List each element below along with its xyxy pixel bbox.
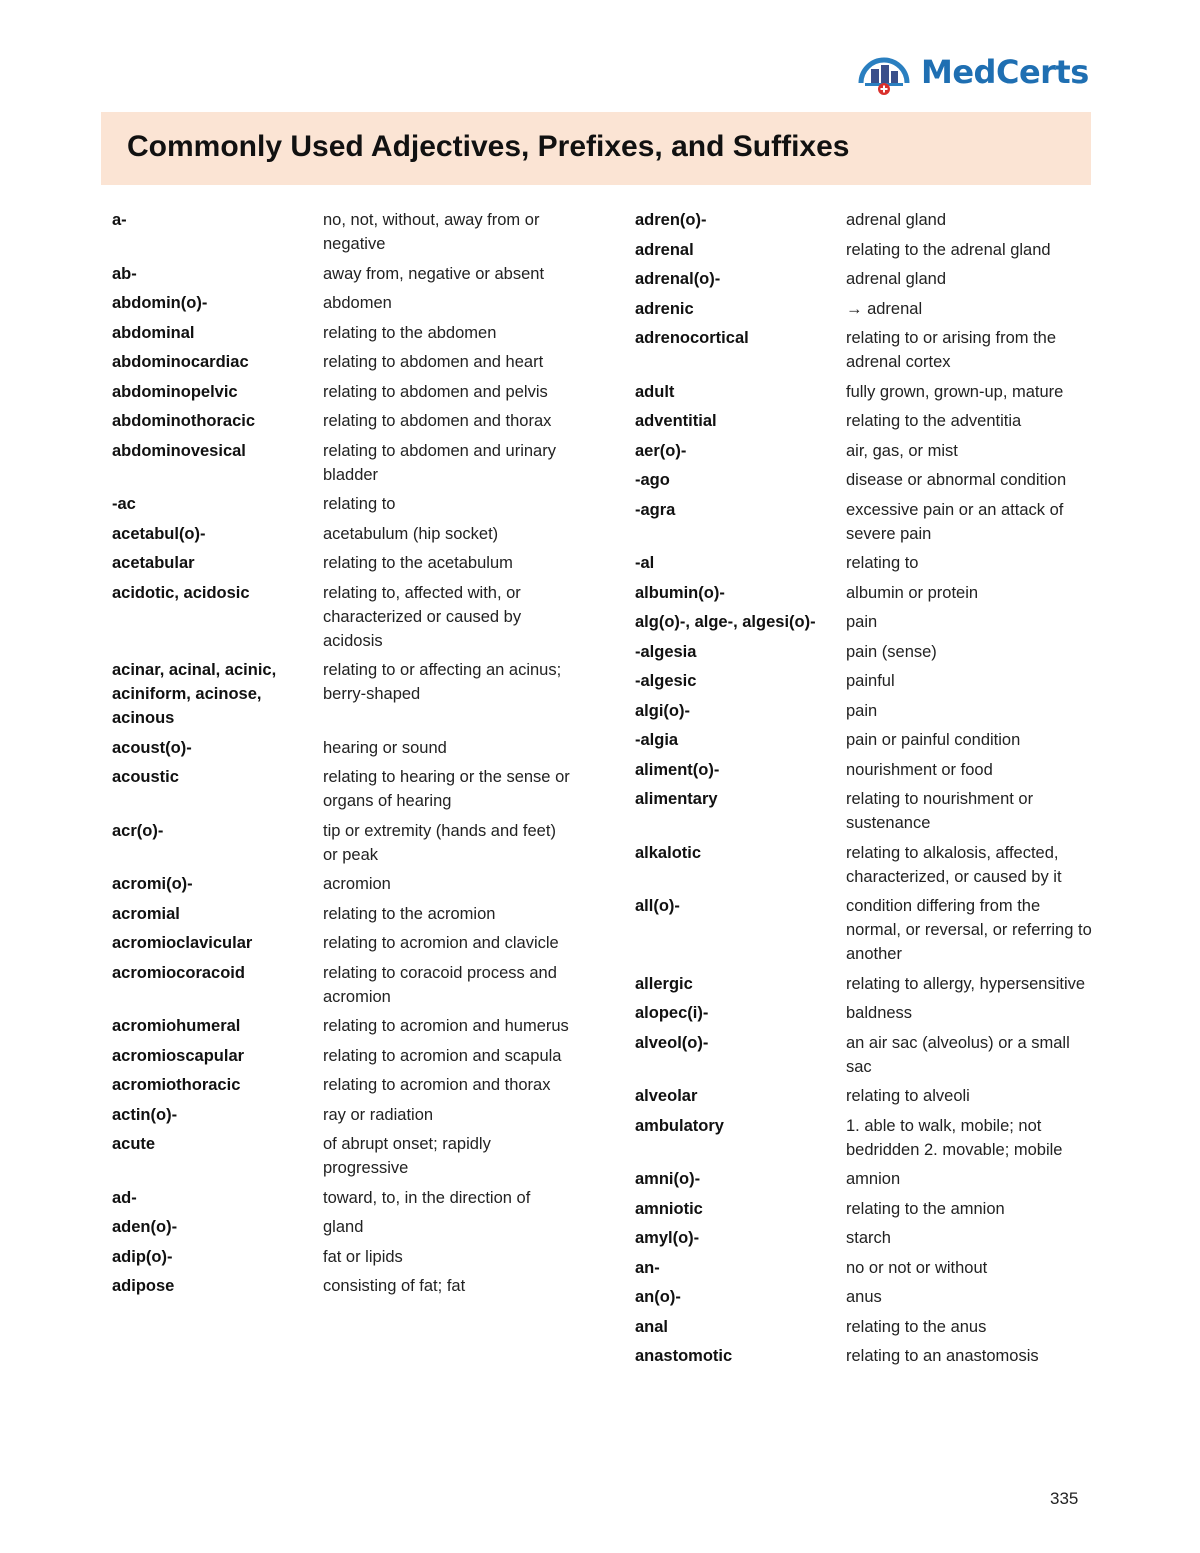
- glossary-term: aden(o)-: [112, 1218, 178, 1236]
- glossary-entry: [635, 841, 1105, 889]
- glossary-definition: relating to the acromion: [323, 904, 496, 923]
- glossary-term: abdominopelvic: [112, 382, 238, 401]
- glossary-entry: [112, 872, 582, 896]
- glossary-entry: [112, 1044, 582, 1068]
- glossary-entry: [635, 498, 1105, 546]
- glossary-entry: [112, 1103, 582, 1127]
- glossary-term: amniotic: [635, 1199, 703, 1218]
- glossary-definition: relating to nourishment or sustenance: [846, 790, 1034, 832]
- glossary-definition: painful: [846, 672, 895, 690]
- glossary-definition: relating to the anus: [846, 1317, 987, 1336]
- glossary-definition: baldness: [846, 1004, 913, 1022]
- glossary-entry: [112, 931, 582, 955]
- glossary-entry: [112, 208, 582, 256]
- glossary-term: ambulatory: [635, 1116, 724, 1135]
- glossary-term: -agra: [635, 500, 676, 519]
- glossary-term: -ac: [112, 495, 136, 513]
- glossary-entry: [635, 1315, 1105, 1339]
- glossary-definition: relating to abdomen and heart: [323, 353, 544, 371]
- glossary-definition: tip or extremity (hands and feet) or peak: [323, 821, 556, 864]
- glossary-entry: [635, 728, 1105, 752]
- glossary-term: allergic: [635, 974, 693, 993]
- glossary-entry: [112, 1215, 582, 1239]
- glossary-definition: fat or lipids: [323, 1247, 403, 1266]
- glossary-term: algi(o)-: [635, 701, 690, 720]
- glossary-definition: condition differing from the normal, or reversal, or referring to another: [846, 897, 1092, 963]
- glossary-definition: toward, to, in the direction of: [323, 1188, 531, 1207]
- glossary-definition: consisting of fat; fat: [323, 1277, 466, 1295]
- glossary-entry: [635, 439, 1105, 463]
- glossary-entry: [635, 380, 1105, 404]
- glossary-definition: pain: [846, 701, 878, 720]
- glossary-definition: relating to or arising from the adrenal cortex: [846, 329, 1057, 371]
- glossary-term: aer(o)-: [635, 441, 687, 460]
- glossary-term: acromiothoracic: [112, 1076, 241, 1094]
- glossary-entry: [635, 1084, 1105, 1108]
- glossary-term: alveol(o)-: [635, 1033, 709, 1052]
- glossary-entry: [635, 758, 1105, 782]
- glossary-term: ab-: [112, 264, 137, 283]
- glossary-entry: [635, 468, 1105, 492]
- glossary-term: adrenic: [635, 299, 694, 318]
- glossary-definition: of abrupt onset; rapidly progressive: [323, 1135, 491, 1177]
- glossary-entry: [112, 1186, 582, 1210]
- glossary-entry: [635, 972, 1105, 996]
- glossary-term: an(o)-: [635, 1288, 681, 1306]
- glossary-entry: [112, 961, 582, 1009]
- glossary-definition: away from, negative or absent: [323, 264, 545, 283]
- glossary-term: adrenal(o)-: [635, 270, 721, 288]
- glossary-entry: [112, 902, 582, 926]
- brand-name: MedCerts: [921, 53, 1089, 91]
- glossary-definition: relating to the adrenal gland: [846, 240, 1051, 259]
- glossary-term: all(o)-: [635, 897, 680, 915]
- glossary-entry: [112, 1073, 582, 1097]
- glossary-term: acromi(o)-: [112, 875, 193, 893]
- glossary-term: -al: [635, 554, 655, 572]
- glossary-entry: [635, 669, 1105, 693]
- glossary-term: acinar, acinal, acinic, aciniform, acinose, acinous: [112, 661, 277, 727]
- glossary-definition: relating to an anastomosis: [846, 1347, 1039, 1365]
- glossary-term: adip(o)-: [112, 1247, 173, 1266]
- glossary-entry: [112, 380, 582, 404]
- glossary-definition: air, gas, or mist: [846, 441, 958, 460]
- glossary-definition: no, not, without, away from or negative: [323, 211, 540, 253]
- glossary-term: acr(o)-: [112, 821, 164, 840]
- glossary-entry: [635, 1167, 1105, 1191]
- glossary-term: abdominal: [112, 323, 195, 342]
- glossary-entry: [635, 787, 1105, 835]
- glossary-term: acoustic: [112, 768, 179, 786]
- medcerts-logo-icon: [855, 47, 913, 97]
- glossary-definition: relating to the amnion: [846, 1199, 1005, 1218]
- glossary-definition: pain (sense): [846, 642, 937, 661]
- glossary-entry: [635, 1001, 1105, 1025]
- glossary-definition: amnion: [846, 1170, 901, 1188]
- glossary-entry: [112, 350, 582, 374]
- glossary-definition: relating to alkalosis, affected, characterized, or caused by it: [846, 843, 1062, 886]
- glossary-term: acute: [112, 1135, 156, 1153]
- glossary-entry: [112, 321, 582, 345]
- glossary-definition: gland: [323, 1218, 364, 1236]
- glossary-definition: fully grown, grown-up, mature: [846, 382, 1064, 401]
- glossary-term: alopec(i)-: [635, 1004, 709, 1022]
- glossary-term: alveolar: [635, 1087, 698, 1105]
- glossary-term: acromioscapular: [112, 1046, 245, 1065]
- glossary-definition: → adrenal: [846, 299, 923, 318]
- glossary-entry: [112, 736, 582, 760]
- glossary-definition: abdomen: [323, 294, 392, 312]
- glossary-entry: [635, 894, 1105, 966]
- glossary-entry: [112, 765, 582, 813]
- glossary-definition: relating to: [323, 495, 396, 513]
- glossary-entry: [112, 291, 582, 315]
- glossary-entry: [112, 262, 582, 286]
- glossary-definition: hearing or sound: [323, 738, 447, 757]
- glossary-entry: [112, 658, 582, 730]
- glossary-term: alkalotic: [635, 843, 702, 862]
- glossary-term: alg(o)-, alge-, algesi(o)-: [635, 613, 816, 631]
- glossary-definition: acromion: [323, 875, 391, 893]
- glossary-definition: relating to acromion and humerus: [323, 1017, 569, 1035]
- glossary-entry: [112, 1014, 582, 1038]
- glossary-definition: 1. able to walk, mobile; not bedridden 2. movable; mobile: [846, 1116, 1063, 1159]
- glossary-definition: relating to the acetabulum: [323, 554, 513, 572]
- glossary-definition: relating to acromion and scapula: [323, 1046, 562, 1065]
- glossary-definition: relating to alveoli: [846, 1087, 970, 1105]
- glossary-term: acromiocoracoid: [112, 963, 245, 982]
- glossary-definition: relating to the abdomen: [323, 323, 497, 342]
- glossary-term: -algia: [635, 731, 679, 749]
- glossary-definition: acetabulum (hip socket): [323, 524, 499, 543]
- page-number: 335: [1050, 1489, 1079, 1508]
- title-band: [101, 112, 1091, 185]
- glossary-definition: relating to: [846, 554, 919, 572]
- glossary-entry: [112, 581, 582, 653]
- glossary-entry: [635, 640, 1105, 664]
- glossary-entry: [112, 819, 582, 867]
- glossary-entry: [635, 238, 1105, 262]
- glossary-term: a-: [112, 211, 127, 229]
- glossary-entry: [635, 551, 1105, 575]
- glossary-term: abdomin(o)-: [112, 294, 208, 312]
- medcerts-logo: [855, 44, 1095, 100]
- glossary-term: acromioclavicular: [112, 934, 253, 952]
- glossary-term: adipose: [112, 1277, 175, 1295]
- glossary-entry: [635, 699, 1105, 723]
- glossary-term: acetabular: [112, 554, 195, 572]
- glossary-definition: adrenal gland: [846, 211, 946, 229]
- glossary-term: adult: [635, 382, 675, 401]
- glossary-term: alimentary: [635, 790, 718, 808]
- glossary-entry: [635, 610, 1105, 634]
- glossary-entry: [635, 1226, 1105, 1250]
- glossary-term: ad-: [112, 1188, 137, 1207]
- glossary-definition: adrenal gland: [846, 270, 946, 288]
- glossary-definition: an air sac (alveolus) or a small sac: [846, 1033, 1070, 1076]
- glossary-left-column: [112, 208, 582, 1304]
- glossary-term: acidotic, acidosic: [112, 583, 250, 602]
- glossary-entry: [635, 1114, 1105, 1162]
- glossary-entry: [112, 492, 582, 516]
- glossary-definition: relating to coracoid process and acromion: [323, 963, 557, 1006]
- glossary-entry: [635, 1256, 1105, 1280]
- glossary-definition: relating to abdomen and urinary bladder: [323, 441, 556, 484]
- glossary-term: amni(o)-: [635, 1170, 701, 1188]
- glossary-term: adrenocortical: [635, 329, 749, 347]
- glossary-term: -algesia: [635, 642, 697, 661]
- glossary-term: albumin(o)-: [635, 583, 725, 602]
- glossary-term: anal: [635, 1317, 669, 1336]
- glossary-term: acetabul(o)-: [112, 524, 206, 543]
- glossary-term: abdominocardiac: [112, 353, 249, 371]
- glossary-term: aliment(o)-: [635, 760, 720, 779]
- glossary-term: adventitial: [635, 412, 717, 430]
- glossary-entry: [635, 267, 1105, 291]
- glossary-term: actin(o)-: [112, 1105, 178, 1124]
- glossary-definition: relating to allergy, hypersensitive: [846, 974, 1086, 993]
- glossary-entry: [112, 1274, 582, 1298]
- glossary-definition: nourishment or food: [846, 760, 993, 779]
- glossary-definition: relating to acromion and thorax: [323, 1076, 551, 1094]
- glossary-definition: relating to acromion and clavicle: [323, 934, 559, 952]
- glossary-entry: [112, 1245, 582, 1269]
- glossary-definition: relating to hearing or the sense or organs of hearing: [323, 768, 570, 810]
- page-title: Commonly Used Adjectives, Prefixes, and Suffixes: [127, 130, 850, 163]
- glossary-entry: [112, 439, 582, 487]
- glossary-entry: [112, 551, 582, 575]
- glossary-term: adrenal: [635, 240, 694, 259]
- glossary-entry: [635, 1285, 1105, 1309]
- glossary-entry: [635, 1031, 1105, 1079]
- glossary-definition: albumin or protein: [846, 583, 979, 602]
- glossary-definition: pain: [846, 613, 878, 631]
- glossary-definition: relating to or affecting an acinus; berry-shaped: [323, 661, 562, 703]
- glossary-term: adren(o)-: [635, 211, 707, 229]
- glossary-term: abdominothoracic: [112, 412, 256, 430]
- glossary-definition: excessive pain or an attack of severe pain: [846, 500, 1064, 543]
- glossary-entry: [635, 1197, 1105, 1221]
- glossary-term: an-: [635, 1258, 660, 1277]
- glossary-term: anastomotic: [635, 1347, 733, 1365]
- glossary-entry: [112, 1132, 582, 1180]
- glossary-term: amyl(o)-: [635, 1229, 700, 1247]
- glossary-definition: no or not or without: [846, 1258, 988, 1277]
- glossary-definition: pain or painful condition: [846, 731, 1021, 749]
- glossary-entry: [635, 1344, 1105, 1368]
- glossary-entry: [635, 409, 1105, 433]
- glossary-entry: [112, 522, 582, 546]
- glossary-entry: [635, 581, 1105, 605]
- glossary-entry: [635, 297, 1105, 321]
- glossary-entry: [112, 409, 582, 433]
- glossary-term: acromiohumeral: [112, 1017, 241, 1035]
- glossary-term: acoust(o)-: [112, 738, 192, 757]
- glossary-definition: relating to the adventitia: [846, 412, 1022, 430]
- glossary-definition: disease or abnormal condition: [846, 471, 1067, 489]
- glossary-term: abdominovesical: [112, 441, 246, 460]
- glossary-entry: [635, 326, 1105, 374]
- glossary-definition: ray or radiation: [323, 1105, 434, 1124]
- glossary-definition: relating to, affected with, or characterized or caused by acidosis: [323, 583, 522, 650]
- glossary-term: acromial: [112, 904, 180, 923]
- glossary-definition: starch: [846, 1229, 891, 1247]
- glossary-entry: [635, 208, 1105, 232]
- glossary-definition: relating to abdomen and thorax: [323, 412, 552, 430]
- glossary-term: -algesic: [635, 672, 697, 690]
- glossary-right-column: [635, 208, 1105, 1374]
- glossary-definition: anus: [846, 1288, 882, 1306]
- glossary-term: -ago: [635, 471, 670, 489]
- glossary-definition: relating to abdomen and pelvis: [323, 382, 548, 401]
